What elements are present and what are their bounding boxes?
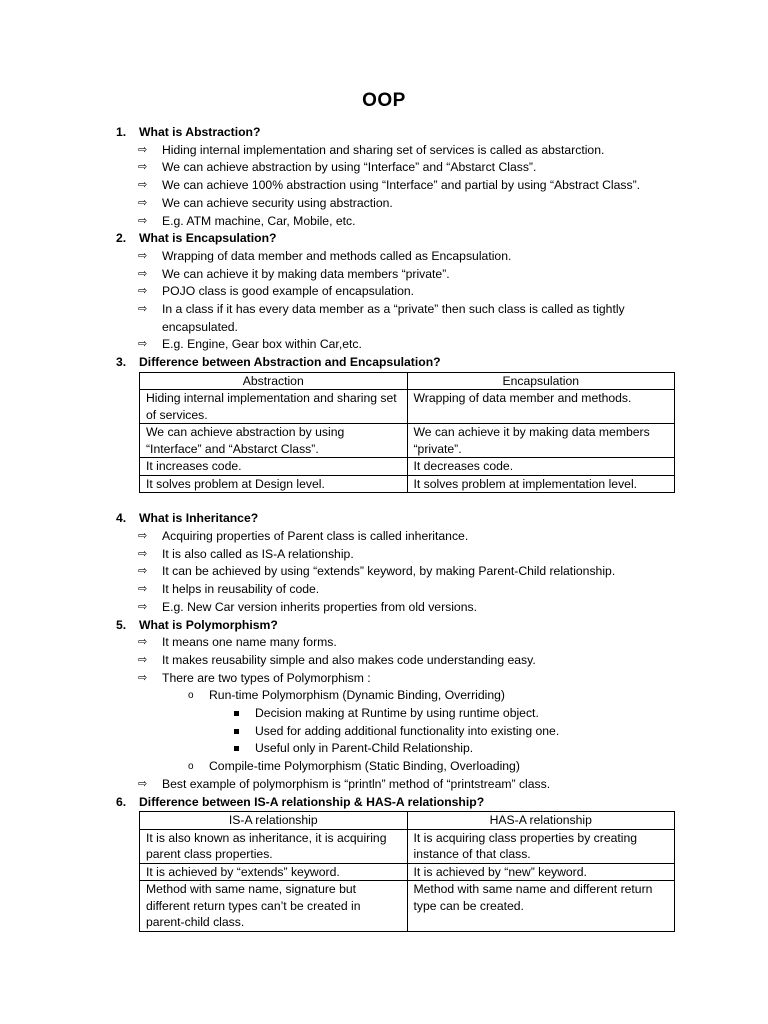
spacer	[116, 493, 676, 510]
question-number: 5.	[116, 617, 127, 632]
table-header-row	[140, 812, 675, 830]
arrow-bullet-icon: ⇨	[138, 214, 148, 227]
table-row	[140, 424, 675, 458]
bullet-text: Acquiring properties of Parent class is called inheritance.	[162, 529, 469, 544]
square-bullet-icon	[234, 729, 239, 734]
table-cell: It solves problem at Design level.	[140, 475, 408, 493]
question-text: What is Polymorphism?	[139, 617, 278, 632]
arrow-bullet-icon: ⇨	[138, 303, 148, 316]
bullet-text: We can achieve security using abstraction.	[162, 195, 393, 210]
bullet-item	[116, 283, 676, 301]
table-cell: It increases code.	[140, 458, 408, 476]
question-number: 6.	[116, 794, 127, 809]
table-row	[140, 390, 675, 424]
table-cell: It is achieved by “new” keyword.	[407, 863, 675, 881]
bullet-item	[116, 159, 676, 177]
table-header-cell: Encapsulation	[407, 372, 675, 390]
bullet-item	[116, 599, 676, 617]
square-bullet-icon	[234, 711, 239, 716]
bullet-item	[116, 266, 676, 284]
bullet-text: E.g. ATM machine, Car, Mobile, etc.	[162, 213, 356, 228]
sub-bullet-text: Run-time Polymorphism (Dynamic Binding, Overriding)	[209, 688, 505, 703]
question-heading	[116, 794, 676, 812]
question-heading	[116, 354, 676, 372]
table-row	[140, 829, 675, 863]
bullet-text: It means one name many forms.	[162, 635, 337, 650]
bullet-item	[116, 195, 676, 213]
arrow-bullet-icon: ⇨	[138, 196, 148, 209]
table-row	[140, 881, 675, 932]
bullet-item	[116, 301, 676, 336]
bullet-item	[116, 142, 676, 160]
bullet-item	[116, 652, 676, 670]
bullet-text: It is also called as IS-A relationship.	[162, 546, 354, 561]
table-header-cell: IS-A relationship	[140, 812, 408, 830]
bullet-text: In a class if it has every data member as a “private” then such class is called as tightly encapsulated.	[162, 302, 625, 334]
arrow-bullet-icon: ⇨	[138, 565, 148, 578]
bullet-text: It can be achieved by using “extends” keyword, by making Parent-Child relationship.	[162, 564, 616, 579]
question-number: 3.	[116, 355, 127, 370]
arrow-bullet-icon: ⇨	[138, 600, 148, 613]
sub-sub-bullet-text: Useful only in Parent-Child Relationship.	[255, 741, 474, 756]
bullet-item	[116, 213, 676, 231]
bullet-item	[116, 336, 676, 354]
table-cell: Method with same name and different return type can be created.	[407, 881, 675, 932]
bullet-text: POJO class is good example of encapsulation.	[162, 284, 415, 299]
bullet-text: We can achieve 100% abstraction using “Interface” and partial by using “Abstract Class”.	[162, 178, 641, 193]
table-cell: It decreases code.	[407, 458, 675, 476]
question-number: 2.	[116, 231, 127, 246]
table-row	[140, 458, 675, 476]
bullet-text: E.g. New Car version inherits properties from old versions.	[162, 599, 477, 614]
table-header-cell: Abstraction	[140, 372, 408, 390]
bullet-text: We can achieve it by making data members “private”.	[162, 266, 450, 281]
arrow-bullet-icon: ⇨	[138, 636, 148, 649]
sub-sub-bullet-item	[116, 723, 676, 741]
table-cell: We can achieve abstraction by using “Interface” and “Abstarct Class”.	[140, 424, 408, 458]
table-cell: It solves problem at implementation level.	[407, 475, 675, 493]
arrow-bullet-icon: ⇨	[138, 583, 148, 596]
table-cell: It is acquiring class properties by creating instance of that class.	[407, 829, 675, 863]
is-a-vs-has-a-table	[139, 811, 675, 932]
sub-sub-bullet-item	[116, 740, 676, 758]
question-text: What is Inheritance?	[139, 511, 259, 526]
arrow-bullet-icon: ⇨	[138, 249, 148, 262]
question-text: Difference between IS-A relationship & HAS-A relationship?	[139, 794, 485, 809]
question-heading	[116, 510, 676, 528]
bullet-text: It makes reusability simple and also makes code understanding easy.	[162, 652, 536, 667]
bullet-item	[116, 528, 676, 546]
bullet-text: Hiding internal implementation and sharing set of services is called as abstarction.	[162, 142, 605, 157]
bullet-text: It helps in reusability of code.	[162, 582, 320, 597]
bullet-item	[116, 776, 676, 794]
table-cell: Wrapping of data member and methods.	[407, 390, 675, 424]
circle-bullet-icon: o	[188, 690, 194, 702]
table-row	[140, 863, 675, 881]
table-header-cell: HAS-A relationship	[407, 812, 675, 830]
arrow-bullet-icon: ⇨	[138, 547, 148, 560]
bullet-item	[116, 670, 676, 688]
bullet-item	[116, 634, 676, 652]
bullet-item	[116, 546, 676, 564]
question-number: 4.	[116, 511, 127, 526]
bullet-item	[116, 177, 676, 195]
question-text: What is Abstraction?	[139, 125, 261, 139]
table-cell: Method with same name, signature but different return types can’t be created in parent-child class.	[140, 881, 408, 932]
document-body	[116, 124, 676, 932]
bullet-item	[116, 563, 676, 581]
bullet-text: Best example of polymorphism is “println” method of “printstream” class.	[162, 776, 551, 791]
arrow-bullet-icon: ⇨	[138, 777, 148, 790]
question-number: 1.	[116, 125, 127, 139]
table-cell: We can achieve it by making data members “private”.	[407, 424, 675, 458]
arrow-bullet-icon: ⇨	[138, 338, 148, 351]
arrow-bullet-icon: ⇨	[138, 143, 148, 156]
arrow-bullet-icon: ⇨	[138, 179, 148, 192]
table-cell: Hiding internal implementation and sharing set of services.	[140, 390, 408, 424]
question-text: What is Encapsulation?	[139, 231, 277, 246]
page-title: OOP	[362, 90, 406, 111]
arrow-bullet-icon: ⇨	[138, 671, 148, 684]
question-heading	[116, 124, 676, 142]
bullet-text: There are two types of Polymorphism :	[162, 670, 371, 685]
arrow-bullet-icon: ⇨	[138, 653, 148, 666]
bullet-text: We can achieve abstraction by using “Interface” and “Abstarct Class”.	[162, 160, 537, 175]
sub-bullet-item	[116, 687, 676, 705]
sub-sub-bullet-item	[116, 705, 676, 723]
question-heading	[116, 230, 676, 248]
question-heading	[116, 617, 676, 635]
circle-bullet-icon: o	[188, 761, 194, 773]
arrow-bullet-icon: ⇨	[138, 285, 148, 298]
sub-bullet-text: Compile-time Polymorphism (Static Binding, Overloading)	[209, 759, 520, 774]
bullet-text: Wrapping of data member and methods called as Encapsulation.	[162, 248, 512, 263]
sub-sub-bullet-text: Used for adding additional functionality into existing one.	[255, 723, 560, 738]
table-row	[140, 475, 675, 493]
table-cell: It is achieved by “extends” keyword.	[140, 863, 408, 881]
table-cell: It is also known as inheritance, it is acquiring parent class properties.	[140, 829, 408, 863]
sub-bullet-item	[116, 758, 676, 776]
question-text: Difference between Abstraction and Encapsulation?	[139, 355, 441, 370]
arrow-bullet-icon: ⇨	[138, 161, 148, 174]
square-bullet-icon	[234, 746, 239, 751]
table-header-row	[140, 372, 675, 390]
arrow-bullet-icon: ⇨	[138, 267, 148, 280]
abstraction-vs-encapsulation-table	[139, 372, 675, 494]
bullet-text: E.g. Engine, Gear box within Car,etc.	[162, 337, 362, 352]
bullet-item	[116, 248, 676, 266]
sub-sub-bullet-text: Decision making at Runtime by using runtime object.	[255, 706, 539, 721]
bullet-item	[116, 581, 676, 599]
arrow-bullet-icon: ⇨	[138, 530, 148, 543]
